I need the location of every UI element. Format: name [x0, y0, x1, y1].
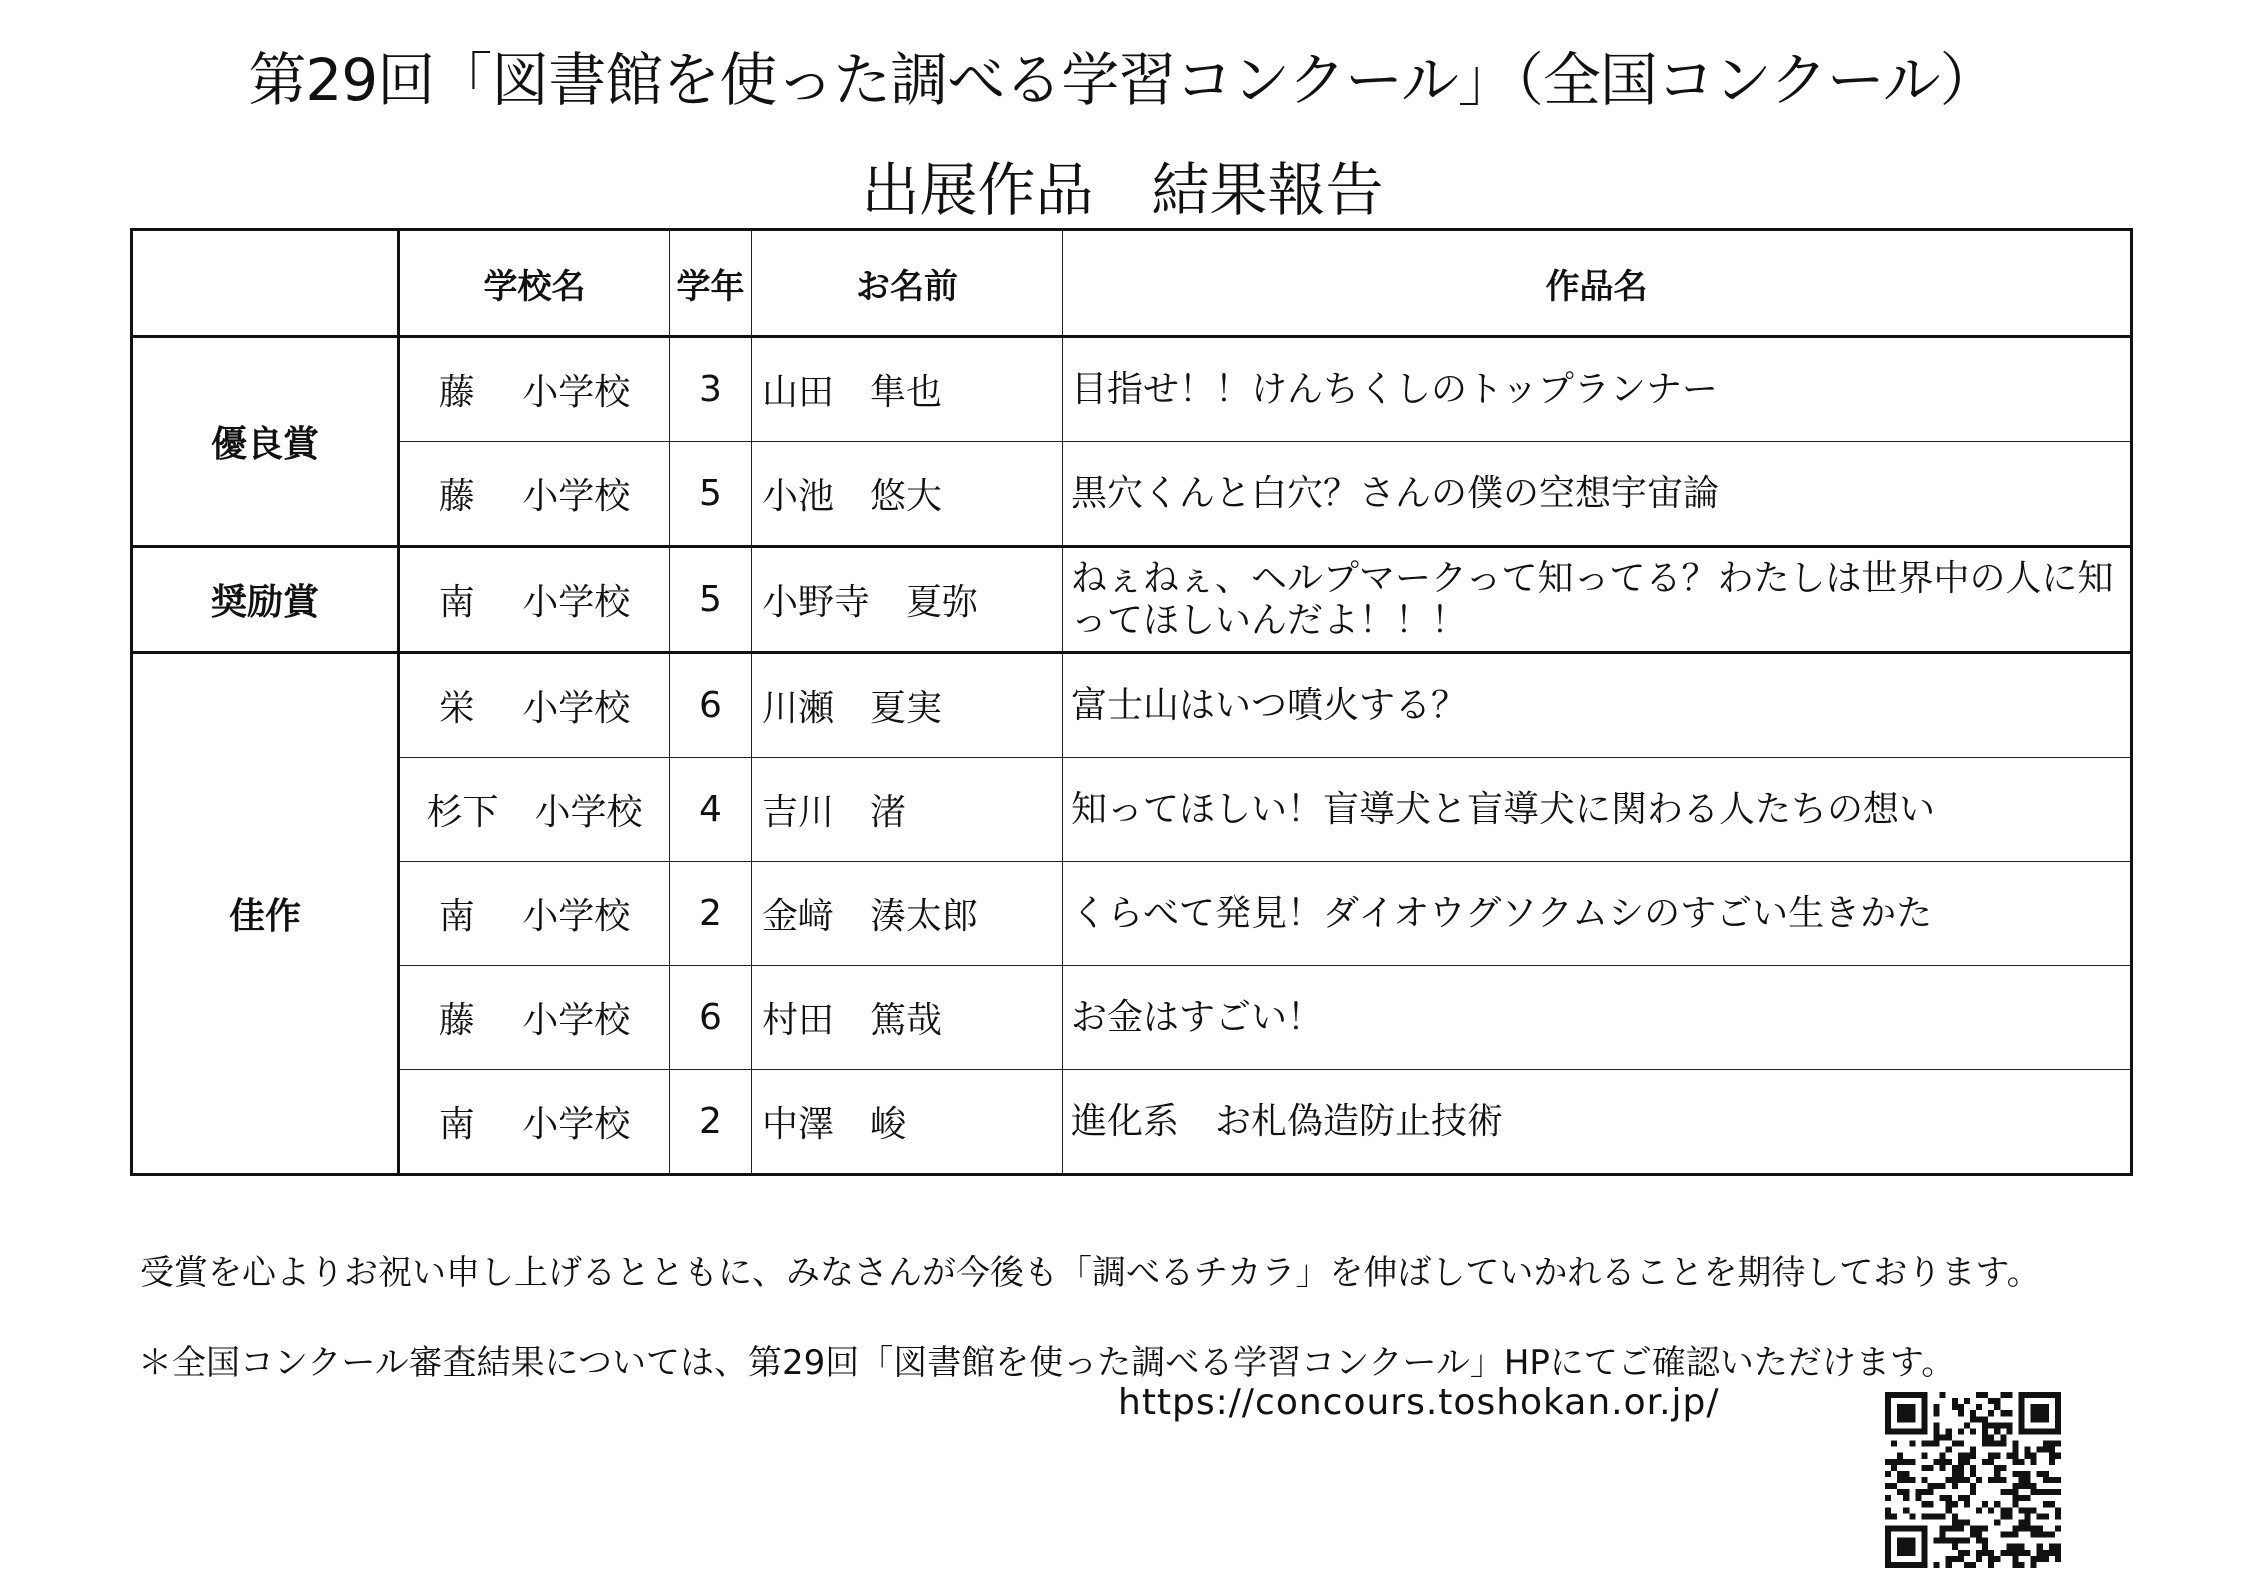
work-cell: 黒穴くんと白穴？さんの僕の空想宇宙論 [1063, 442, 2132, 547]
name-cell: 村田 篤哉 [752, 966, 1063, 1070]
header-grade: 学年 [670, 230, 752, 337]
school-cell: 南 小学校 [399, 862, 670, 966]
page-subtitle: 出展作品 結果報告 [861, 156, 1384, 224]
school-cell: 杉下 小学校 [399, 758, 670, 862]
work-cell: 富士山はいつ噴火する？ [1063, 653, 2132, 758]
table-row [132, 758, 2132, 862]
table-row [132, 653, 2132, 758]
award-kasaku: 佳作 [132, 653, 399, 1175]
school-cell: 南 小学校 [399, 547, 670, 653]
table-row [132, 1070, 2132, 1175]
grade-cell: 3 [670, 337, 752, 442]
qr-code-icon [1885, 1392, 2061, 1568]
table-row [132, 966, 2132, 1070]
name-cell: 小野寺 夏弥 [752, 547, 1063, 653]
congratulation-message: 受賞を心よりお祝い申し上げるとともに、みなさんが今後も「調べるチカラ」を伸ばしていかれることを期待しております。 [140, 1253, 2041, 1293]
name-cell: 吉川 渚 [752, 758, 1063, 862]
work-cell: お金はすごい！ [1063, 966, 2132, 1070]
name-cell: 川瀬 夏実 [752, 653, 1063, 758]
grade-cell: 5 [670, 547, 752, 653]
work-cell: ねぇねぇ、ヘルプマークって知ってる？わたしは世界中の人に知ってほしいんだよ！！！ [1063, 547, 2132, 653]
table-row [132, 547, 2132, 653]
table-row [132, 442, 2132, 547]
grade-cell: 5 [670, 442, 752, 547]
work-cell: 目指せ！！けんちくしのトップランナー [1063, 337, 2132, 442]
school-cell: 藤 小学校 [399, 337, 670, 442]
concours-url-link[interactable]: https://concours.toshokan.or.jp/ [1118, 1382, 1720, 1423]
award-yuryo: 優良賞 [132, 337, 399, 547]
grade-cell: 4 [670, 758, 752, 862]
name-cell: 金﨑 湊太郎 [752, 862, 1063, 966]
national-results-note: ＊全国コンクール審査結果については、第29回「図書館を使った調べる学習コンクール」HPにてご確認いただけます。 [138, 1343, 1956, 1383]
grade-cell: 2 [670, 862, 752, 966]
school-cell: 南 小学校 [399, 1070, 670, 1175]
table-row [132, 337, 2132, 442]
work-cell: くらべて発見！ダイオウグソクムシのすごい生きかた [1063, 862, 2132, 966]
header-school: 学校名 [399, 230, 670, 337]
page-title: 第29回「図書館を使った調べる学習コンクール」（全国コンクール） [248, 46, 1997, 114]
name-cell: 小池 悠大 [752, 442, 1063, 547]
work-cell: 知ってほしい！盲導犬と盲導犬に関わる人たちの想い [1063, 758, 2132, 862]
header-name: お名前 [752, 230, 1063, 337]
table-row [132, 862, 2132, 966]
name-cell: 山田 隼也 [752, 337, 1063, 442]
school-cell: 藤 小学校 [399, 966, 670, 1070]
header-award [132, 230, 399, 337]
award-shorei: 奨励賞 [132, 547, 399, 653]
school-cell: 藤 小学校 [399, 442, 670, 547]
header-work: 作品名 [1063, 230, 2132, 337]
name-cell: 中澤 峻 [752, 1070, 1063, 1175]
grade-cell: 6 [670, 653, 752, 758]
grade-cell: 2 [670, 1070, 752, 1175]
school-cell: 栄 小学校 [399, 653, 670, 758]
table-header-row [132, 230, 2132, 337]
grade-cell: 6 [670, 966, 752, 1070]
results-table [130, 228, 2133, 1176]
work-cell: 進化系 お札偽造防止技術 [1063, 1070, 2132, 1175]
